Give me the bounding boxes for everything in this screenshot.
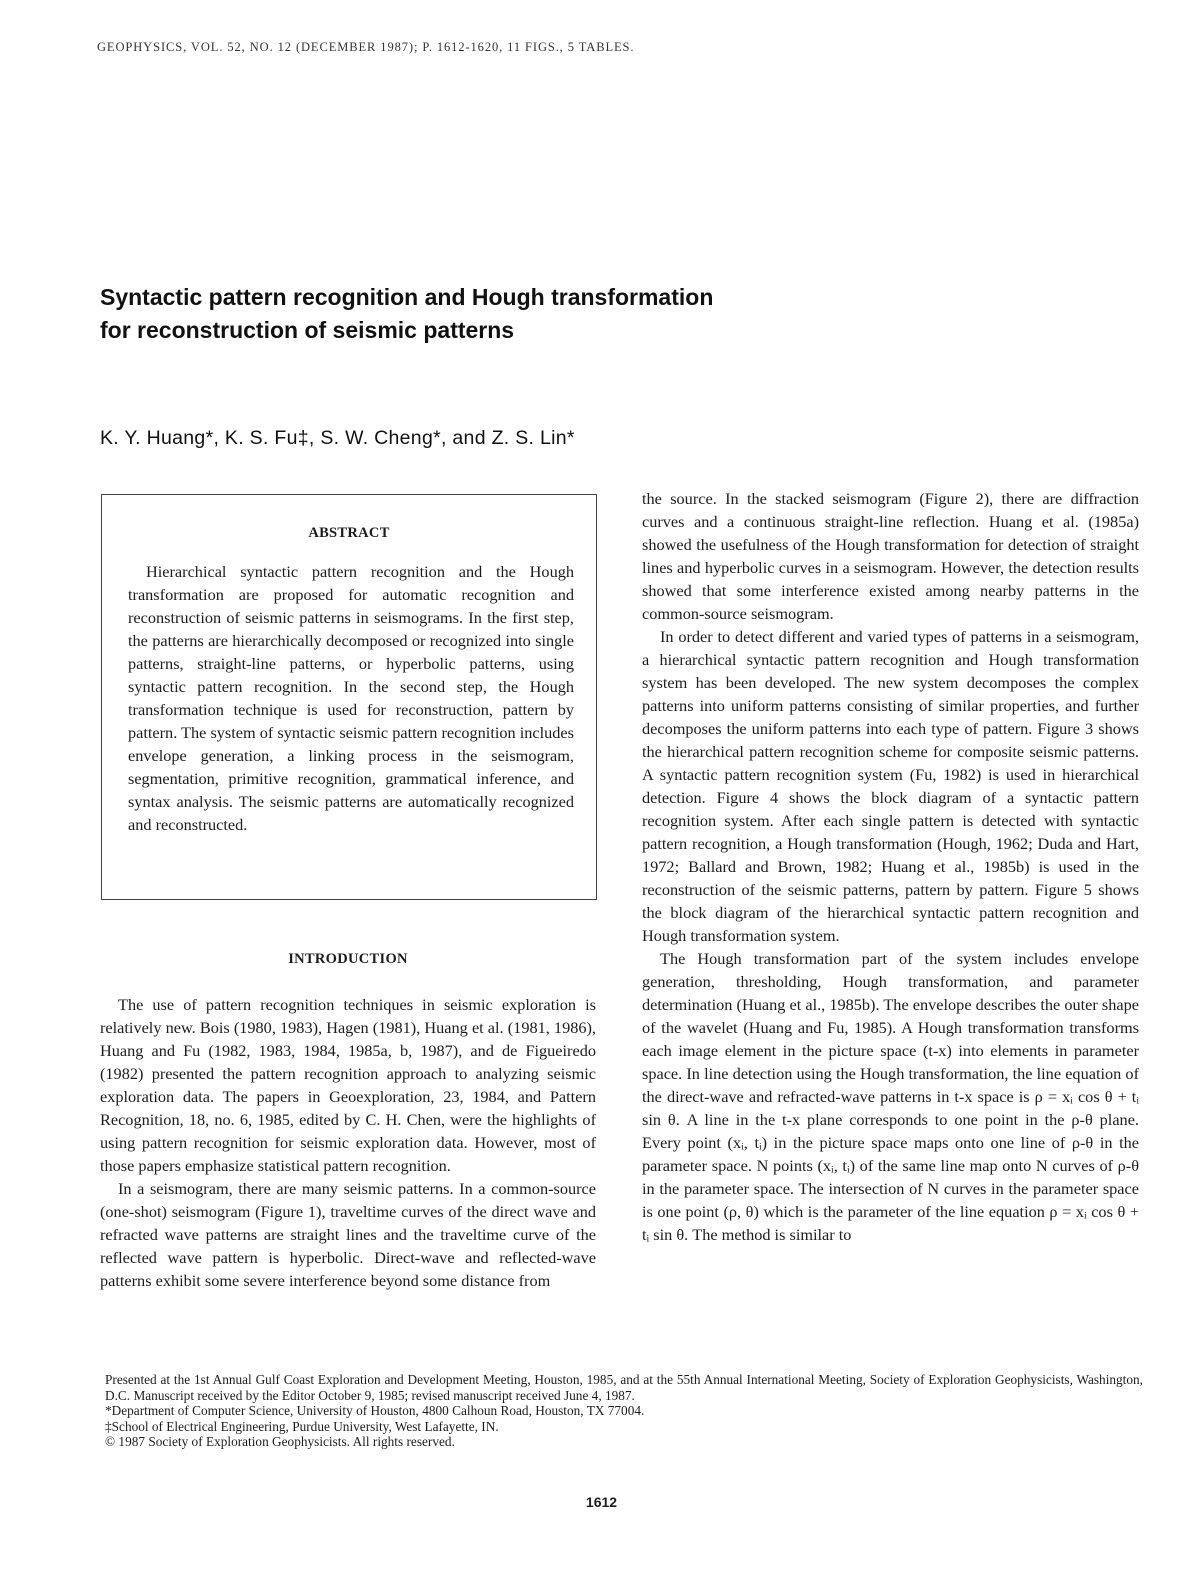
abstract-body: Hierarchical syntactic pattern recognition and the Hough transformation are proposed for automatic recognition and reconstruction of seismic patterns in seismograms. In the first step, the patterns are hierarchically decomposed or recognized into single patterns, straight-line patterns, or hyperbolic patterns, using syntactic pattern recognition. In the second step, the Hough transformation technique is used for reconstruction, pattern by pattern. The system of syntactic seismic pattern recognition includes envelope generation, a linking process in the seismogram, segmentation, primitive recognition, grammatical inference, and syntax analysis. The seismic patterns are automatically recognized and reconstructed.: [128, 562, 574, 834]
footnote-copyright: © 1987 Society of Exploration Geophysicists. All rights reserved.: [105, 1434, 455, 1449]
abstract-heading: ABSTRACT: [308, 525, 390, 541]
intro-paragraph-3: In order to detect different and varied types of patterns in a seismogram, a hierarchical syntactic pattern recognition and Hough transformation system has been developed. The new system decomposes the complex patterns into uniform patterns consisting of similar properties, and further decomposes the uniform patterns into each type of pattern. Figure 3 shows the hierarchical pattern recognition scheme for composite seismic patterns. A syntactic pattern recognition system (Fu, 1982) is used in hierarchical detection. Figure 4 shows the block diagram of a syntactic pattern recognition system. After each single pattern is detected with syntactic pattern recognition, a Hough transformation (Hough, 1962; Duda and Hart, 1972; Ballard and Brown, 1982; Huang et al., 1985b) is used in the reconstruction of the seismic patterns, pattern by pattern. Figure 5 shows the block diagram of the hierarchical syntactic pattern recognition and Hough transformation system.: [642, 627, 1139, 945]
author-list: K. Y. Huang*, K. S. Fu‡, S. W. Cheng*, and Z. S. Lin*: [100, 427, 575, 449]
footnote-affiliation-purdue: ‡School of Electrical Engineering, Purdue University, West Lafayette, IN.: [105, 1418, 499, 1434]
article-title: [100, 281, 920, 347]
intro-paragraph-4: The Hough transformation part of the system includes envelope generation, thresholding, Hough transformation, and parameter determination (Huang et al., 1985b). The envelope describes the outer shape of the wavelet (Huang and Fu, 1985). A Hough transformation transforms each image element in the picture space (t-x) into elements in parameter space. In line detection using the Hough transformation, the line equation of the direct-wave and refracted-wave patterns in t-x space is ρ = xᵢ cos θ + tᵢ sin θ. A line in the t-x plane corresponds to one point in the ρ-θ plane. Every point (xᵢ, tᵢ) in the picture space maps onto one line of ρ-θ in the parameter space. N points (xᵢ, tᵢ) of the same line map onto N curves of ρ-θ in the parameter space. The intersection of N curves in the parameter space is one point (ρ, θ) which is the parameter of the line equation ρ = xᵢ cos θ + tᵢ sin θ. The method is similar to: [642, 949, 1139, 1244]
left-column-body: [100, 993, 596, 1292]
intro-paragraph-1: The use of pattern recognition techniques in seismic exploration is relatively new. Bois (1980, 1983), Hagen (1981), Huang et al. (1981, 1986), Huang and Fu (1982, 1983, 1984, 1985a, b, 1987), and de Figueiredo (1982) presented the pattern recognition approach to analyzing seismic exploration data. The papers in Geoexploration, 23, 1984, and Pattern Recognition, 18, no. 6, 1985, edited by C. H. Chen, were the highlights of using pattern recognition for seismic exploration data. However, most of those papers emphasize statistical pattern recognition.: [100, 995, 596, 1175]
right-column-body: [642, 487, 1139, 1246]
intro-paragraph-2: In a seismogram, there are many seismic patterns. In a common-source (one-shot) seismogram (Figure 1), traveltime curves of the direct wave and refracted wave patterns are straight lines and the traveltime curve of the reflected wave pattern is hyperbolic. Direct-wave and reflected-wave patterns exhibit some severe interference beyond some distance from: [100, 1179, 596, 1290]
footnote-affiliation-houston: *Department of Computer Science, University of Houston, 4800 Calhoun Road, Houston, TX 77004.: [105, 1403, 645, 1418]
title-line-2: for reconstruction of seismic patterns: [100, 317, 515, 343]
footnotes: [105, 1372, 1143, 1450]
footnote-presented: Presented at the 1st Annual Gulf Coast Exploration and Development Meeting, Houston, 1985, and at the 55th Annual International Meeting, Society of Exploration Geophysicists, Washington, D.C. Manuscript received by the Editor October 9, 1985; revised manuscript received June 4, 1987.: [105, 1372, 1143, 1403]
title-line-1: Syntactic pattern recognition and Hough transformation: [100, 284, 714, 310]
page-number: 1612: [585, 1494, 618, 1510]
journal-header: GEOPHYSICS, VOL. 52, NO. 12 (DECEMBER 1987); P. 1612-1620, 11 FIGS., 5 TABLES.: [97, 40, 635, 54]
introduction-heading: INTRODUCTION: [288, 951, 408, 967]
intro-paragraph-2-continued: the source. In the stacked seismogram (Figure 2), there are diffraction curves and a continuous straight-line reflection. Huang et al. (1985a) showed the usefulness of the Hough transformation for detection of straight lines and hyperbolic curves in a seismogram. However, the detection results showed that some interference existed among nearby patterns in the common-source seismogram.: [642, 489, 1139, 623]
